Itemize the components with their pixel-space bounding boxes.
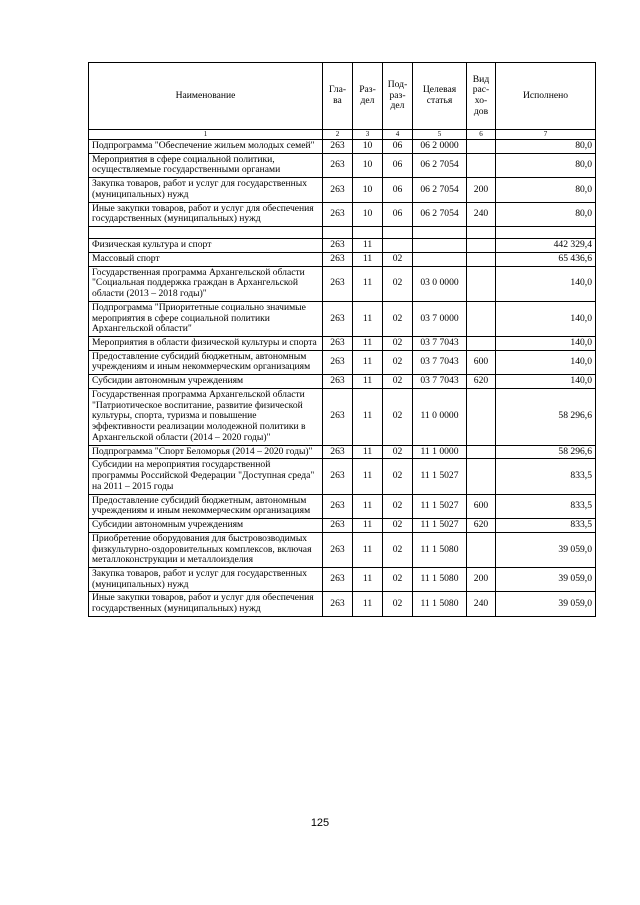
table-cell (467, 337, 496, 351)
table-cell: 263 (323, 375, 353, 389)
table-cell: 03 0 0000 (413, 266, 467, 301)
table-cell: 263 (323, 350, 353, 374)
table-row (89, 140, 596, 154)
table-cell: Субсидии на мероприятия государственной программы Российской Федерации "Доступная среда" на 2011 – 2015 годы (89, 459, 323, 494)
table-cell: 02 (383, 266, 413, 301)
table-cell: 10 (353, 153, 383, 177)
table-cell: Закупка товаров, работ и услуг для государственных (муниципальных) нужд (89, 178, 323, 202)
table-row (89, 337, 596, 351)
table-row (89, 567, 596, 591)
column-header: Вид рас- хо- дов (467, 63, 496, 130)
table-cell: 600 (467, 494, 496, 518)
table-cell: Подпрограмма "Обеспечение жильем молодых семей" (89, 140, 323, 154)
table-cell: 11 (353, 375, 383, 389)
table-cell: 10 (353, 178, 383, 202)
column-header: Раз- дел (353, 63, 383, 130)
table-cell: 11 1 5080 (413, 532, 467, 567)
table-row (89, 445, 596, 459)
column-header: Исполнено (496, 63, 596, 130)
table-cell: 10 (353, 202, 383, 226)
table-cell: 02 (383, 388, 413, 445)
table-cell: 58 296,6 (496, 445, 596, 459)
table-cell: 11 (353, 459, 383, 494)
table-cell: Приобретение оборудования для быстровозводимых физкультурно-оздоровительных комплексов, включая металлоконструкции и металлоизделия (89, 532, 323, 567)
table-cell: 11 (353, 388, 383, 445)
table-cell (413, 227, 467, 239)
table-cell: 11 (353, 494, 383, 518)
table-cell: 02 (383, 350, 413, 374)
table-cell: 03 7 0000 (413, 301, 467, 336)
table-cell: 80,0 (496, 178, 596, 202)
table-cell: 06 (383, 140, 413, 154)
table-cell: 442 329,4 (496, 239, 596, 253)
table-cell (467, 252, 496, 266)
table-cell: 65 436,6 (496, 252, 596, 266)
column-header: Под- раз- дел (383, 63, 413, 130)
column-header: Гла- ва (323, 63, 353, 130)
table-body (89, 140, 596, 617)
column-number: 6 (467, 130, 496, 140)
table-cell: Массовый спорт (89, 252, 323, 266)
table-cell: 06 2 7054 (413, 178, 467, 202)
table-cell: 140,0 (496, 301, 596, 336)
table-cell: 02 (383, 301, 413, 336)
table-cell: 263 (323, 494, 353, 518)
table-cell (413, 252, 467, 266)
table-cell (467, 301, 496, 336)
table-cell: 263 (323, 266, 353, 301)
column-number: 7 (496, 130, 596, 140)
table-cell (496, 227, 596, 239)
table-cell: Иные закупки товаров, работ и услуг для обеспечения государственных (муниципальных) нужд (89, 202, 323, 226)
table-cell (467, 227, 496, 239)
table-cell: 11 (353, 239, 383, 253)
table-row (89, 266, 596, 301)
table-cell: 10 (353, 140, 383, 154)
table-cell (383, 239, 413, 253)
table-cell: 11 (353, 266, 383, 301)
table-row (89, 239, 596, 253)
table-cell: 11 1 5080 (413, 592, 467, 616)
table-cell: 80,0 (496, 153, 596, 177)
table-cell: 06 2 0000 (413, 140, 467, 154)
table-cell: 80,0 (496, 140, 596, 154)
table-cell: 06 (383, 178, 413, 202)
table-cell: 06 2 7054 (413, 202, 467, 226)
table-cell: 600 (467, 350, 496, 374)
table-cell: 11 (353, 532, 383, 567)
table-cell: Мероприятия в области физической культуры и спорта (89, 337, 323, 351)
table-cell: 02 (383, 252, 413, 266)
table-cell: 11 (353, 301, 383, 336)
table-cell: 620 (467, 375, 496, 389)
column-number: 3 (353, 130, 383, 140)
table-cell: 240 (467, 592, 496, 616)
table-cell: 240 (467, 202, 496, 226)
table-cell: Предоставление субсидий бюджетным, автономным учреждениям и иным некоммерческим организациям (89, 350, 323, 374)
table-cell: 39 059,0 (496, 532, 596, 567)
table-cell (467, 532, 496, 567)
table-cell: 263 (323, 178, 353, 202)
table-cell: 263 (323, 519, 353, 533)
table-cell: 11 (353, 337, 383, 351)
table-cell (467, 153, 496, 177)
table-cell (467, 266, 496, 301)
table-row (89, 178, 596, 202)
table-cell: Закупка товаров, работ и услуг для государственных (муниципальных) нужд (89, 567, 323, 591)
table-cell: Физическая культура и спорт (89, 239, 323, 253)
page-number: 125 (310, 817, 330, 829)
table-cell (467, 140, 496, 154)
table-row (89, 375, 596, 389)
table-cell: 06 2 7054 (413, 153, 467, 177)
table-row (89, 494, 596, 518)
table-cell: Подпрограмма "Спорт Беломорья (2014 – 2020 годы)" (89, 445, 323, 459)
table-cell: 03 7 7043 (413, 350, 467, 374)
table-cell: 263 (323, 567, 353, 591)
table-row (89, 227, 596, 239)
table-cell: 140,0 (496, 337, 596, 351)
table-cell: 02 (383, 494, 413, 518)
table-cell: 263 (323, 445, 353, 459)
table-cell: 11 (353, 350, 383, 374)
column-header: Целевая статья (413, 63, 467, 130)
table-row (89, 388, 596, 445)
table-row (89, 532, 596, 567)
table-cell: 02 (383, 459, 413, 494)
table-cell: 263 (323, 301, 353, 336)
table-cell: 11 1 5027 (413, 459, 467, 494)
table-cell: 263 (323, 532, 353, 567)
table-cell: 140,0 (496, 375, 596, 389)
table-cell: 03 7 7043 (413, 375, 467, 389)
table-row (89, 350, 596, 374)
table-cell: 833,5 (496, 494, 596, 518)
table-cell: 263 (323, 388, 353, 445)
table-cell: 02 (383, 337, 413, 351)
table-cell: 263 (323, 592, 353, 616)
table-cell: 11 1 5027 (413, 494, 467, 518)
table-row (89, 459, 596, 494)
table-cell: Субсидии автономным учреждениям (89, 519, 323, 533)
table-cell (353, 227, 383, 239)
table-cell (89, 227, 323, 239)
column-number: 4 (383, 130, 413, 140)
column-number: 1 (89, 130, 323, 140)
table-cell: 263 (323, 459, 353, 494)
table-row (89, 202, 596, 226)
table-cell: 263 (323, 337, 353, 351)
table-cell: 263 (323, 140, 353, 154)
table-cell: 263 (323, 153, 353, 177)
table-cell: 200 (467, 178, 496, 202)
table-cell: 02 (383, 532, 413, 567)
table-cell: 833,5 (496, 519, 596, 533)
table-cell: Иные закупки товаров, работ и услуг для обеспечения государственных (муниципальных) нужд (89, 592, 323, 616)
table-cell: 02 (383, 375, 413, 389)
header-row (89, 63, 596, 130)
budget-table (88, 62, 596, 617)
table-cell: Предоставление субсидий бюджетным, автономным учреждениям и иным некоммерческим организациям (89, 494, 323, 518)
table-cell: 11 1 0000 (413, 445, 467, 459)
table-cell: 58 296,6 (496, 388, 596, 445)
column-number: 5 (413, 130, 467, 140)
table-cell: 11 1 5027 (413, 519, 467, 533)
table-cell: 39 059,0 (496, 567, 596, 591)
table-cell: 263 (323, 202, 353, 226)
table-cell (467, 445, 496, 459)
table-row (89, 153, 596, 177)
table-cell: 02 (383, 519, 413, 533)
table-cell: 11 (353, 252, 383, 266)
table-cell: Государственная программа Архангельской области "Патриотическое воспитание, развитие физической культуры, спорта, туризма и повышение эффективности реализации молодежной политики в Архангельской области (2014 – 2020 годы)" (89, 388, 323, 445)
table-cell: Подпрограмма "Приоритетные социально значимые мероприятия в сфере социальной политики Архангельской области" (89, 301, 323, 336)
table-cell (413, 239, 467, 253)
table-cell (323, 227, 353, 239)
table-cell: 620 (467, 519, 496, 533)
table-cell: Субсидии автономным учреждениям (89, 375, 323, 389)
table-cell: 03 7 7043 (413, 337, 467, 351)
table-cell: 200 (467, 567, 496, 591)
table-cell: 140,0 (496, 266, 596, 301)
column-number-row (89, 130, 596, 140)
table-row (89, 592, 596, 616)
table-cell: 06 (383, 202, 413, 226)
table-cell: 11 (353, 519, 383, 533)
table-cell: 11 (353, 567, 383, 591)
table-cell: 39 059,0 (496, 592, 596, 616)
table-cell: 02 (383, 567, 413, 591)
table-row (89, 252, 596, 266)
table-cell: 263 (323, 252, 353, 266)
table-cell: 06 (383, 153, 413, 177)
table-cell: 02 (383, 445, 413, 459)
table-row (89, 301, 596, 336)
table-cell: 11 0 0000 (413, 388, 467, 445)
table-cell: 833,5 (496, 459, 596, 494)
table-cell: 02 (383, 592, 413, 616)
table-cell (467, 239, 496, 253)
table-cell (467, 459, 496, 494)
table-cell: 11 (353, 445, 383, 459)
table-cell (467, 388, 496, 445)
table-cell: 140,0 (496, 350, 596, 374)
table-cell: 263 (323, 239, 353, 253)
table-cell: Мероприятия в сфере социальной политики, осуществляемые государственными органами (89, 153, 323, 177)
table-row (89, 519, 596, 533)
table-cell: 11 1 5080 (413, 567, 467, 591)
table-cell: Государственная программа Архангельской области "Социальная поддержка граждан в Архангельской области (2013 – 2018 годы)" (89, 266, 323, 301)
column-header: Наименование (89, 63, 323, 130)
table-cell: 80,0 (496, 202, 596, 226)
table-cell (383, 227, 413, 239)
column-number: 2 (323, 130, 353, 140)
table-cell: 11 (353, 592, 383, 616)
